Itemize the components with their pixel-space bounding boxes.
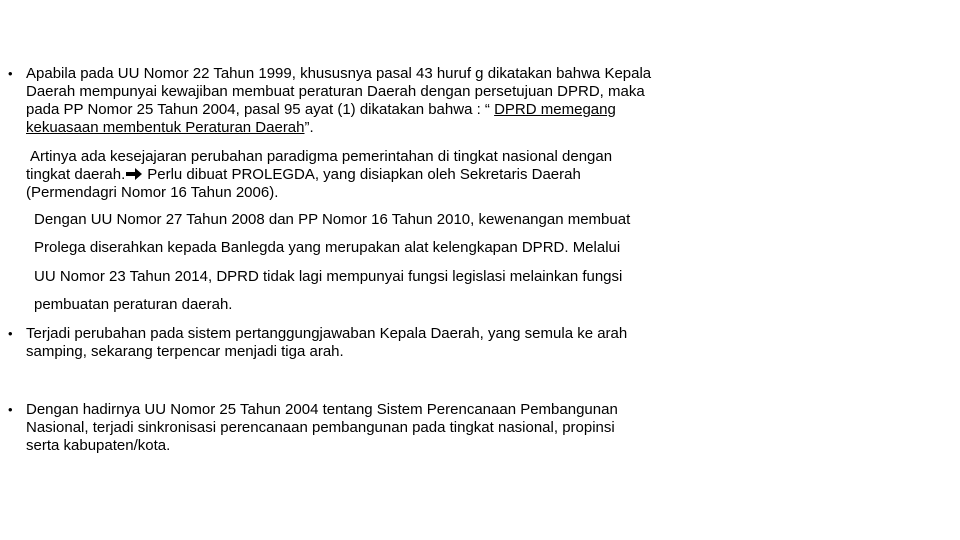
text-line: serta kabupaten/kota. xyxy=(26,437,171,454)
text-line: samping, sekarang terpencar menjadi tiga arah. xyxy=(26,343,344,360)
text-line: UU Nomor 23 Tahun 2014, DPRD tidak lagi mempunyai fungsi legislasi melainkan fungsi xyxy=(34,268,623,285)
bullet-symbol: • xyxy=(8,402,13,417)
bullet-text-2 xyxy=(26,325,768,361)
text-line: Dengan hadirnya UU Nomor 25 Tahun 2004 tentang Sistem Perencanaan Pembangunan xyxy=(26,401,618,418)
text-line: Artinya ada kesejajaran perubahan paradigma pemerintahan di tingkat nasional dengan xyxy=(30,148,613,165)
bullet-symbol: • xyxy=(8,326,13,341)
text-line xyxy=(26,119,768,137)
text-line: Daerah mempunyai kewajiban membuat peraturan Daerah dengan persetujuan DPRD, maka xyxy=(26,83,645,100)
text-line: (Permendagri Nomor 16 Tahun 2006). xyxy=(26,184,279,201)
bullet-text-3 xyxy=(26,401,768,455)
text-span: pada PP Nomor 25 Tahun 2004, pasal 95 ayat (1) dikatakan bahwa : “ xyxy=(26,101,495,118)
text-line: Terjadi perubahan pada sistem pertanggungjawaban Kepala Daerah, yang semula ke arah xyxy=(26,325,628,342)
text-line: Prolega diserahkan kepada Banlegda yang merupakan alat kelengkapan DPRD. Melalui xyxy=(34,239,621,256)
text-span: tingkat daerah. xyxy=(26,166,126,183)
bullet-item-3 xyxy=(8,401,768,455)
paragraph-1 xyxy=(26,148,786,202)
quote-text: DPRD memegang xyxy=(494,101,616,118)
text-span: ”. xyxy=(304,119,314,136)
text-line xyxy=(26,166,786,184)
bullet-text-1 xyxy=(26,65,768,137)
quote-text: kekuasaan membentuk Peraturan Daerah xyxy=(26,119,305,136)
text-line: Nasional, terjadi sinkronisasi perencanaan pembangunan pada tingkat nasional, propinsi xyxy=(26,419,615,436)
text-line: Apabila pada UU Nomor 22 Tahun 1999, khususnya pasal 43 huruf g dikatakan bahwa Kepala xyxy=(26,65,652,82)
text-span: Perlu dibuat PROLEGDA, yang disiapkan oleh Sekretaris Daerah xyxy=(147,166,581,183)
bullet-item-1 xyxy=(8,65,768,137)
text-line: Dengan UU Nomor 27 Tahun 2008 dan PP Nomor 16 Tahun 2010, kewenangan membuat xyxy=(34,211,631,228)
bullet-item-2 xyxy=(8,325,768,361)
text-line xyxy=(26,101,768,119)
bullet-symbol: • xyxy=(8,66,13,81)
arrow-right-icon xyxy=(125,168,143,180)
text-line: pembuatan peraturan daerah. xyxy=(34,296,233,313)
